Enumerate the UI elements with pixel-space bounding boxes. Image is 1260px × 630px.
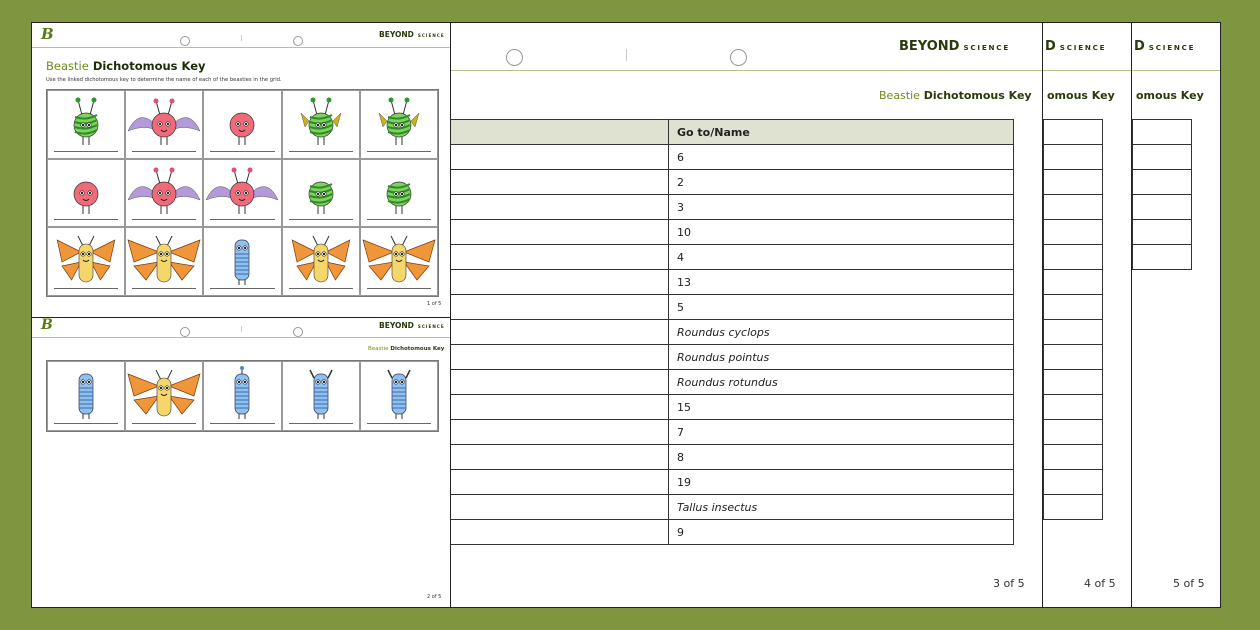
goto-cell <box>1044 370 1103 395</box>
step-cell <box>417 320 669 345</box>
key-row <box>420 345 1014 370</box>
key-row <box>420 420 1014 445</box>
step-cell <box>420 495 669 520</box>
goto-cell <box>1044 445 1103 470</box>
key-row <box>1133 245 1192 270</box>
green-round-beastie-icon <box>281 164 361 218</box>
pink-round-beastie-icon <box>202 95 282 149</box>
step-cell <box>420 245 669 270</box>
page-number: 1 of 5 <box>427 301 442 307</box>
goto-cell: Roundus pointus <box>669 345 1014 370</box>
blue-horned-beastie-icon <box>359 366 439 420</box>
key-row <box>420 445 1014 470</box>
goto-cell <box>1044 320 1103 345</box>
key-row <box>1044 245 1103 270</box>
key-row <box>420 220 1014 245</box>
step-cell <box>420 395 669 420</box>
key-row <box>1044 220 1103 245</box>
key-row <box>420 370 1014 395</box>
key-row <box>1133 145 1192 170</box>
goto-cell <box>1133 195 1192 220</box>
title-bold: Dichotomous Key <box>923 89 1032 102</box>
beastie-cell <box>125 159 203 228</box>
step-cell <box>420 195 669 220</box>
beastie-cell <box>282 90 360 159</box>
key-row <box>1044 470 1103 495</box>
name-answer-line[interactable] <box>289 288 353 289</box>
goto-cell <box>1044 495 1103 520</box>
goto-cell: 4 <box>669 245 1014 270</box>
key-row <box>1044 395 1103 420</box>
pink-winged-beastie-icon <box>202 164 282 218</box>
beastie-cell <box>125 361 203 431</box>
step-cell <box>420 370 669 395</box>
goto-cell: 7 <box>669 420 1014 445</box>
key-row <box>420 170 1014 195</box>
key-row <box>420 295 1014 320</box>
brand-sub: SCIENCE <box>1148 43 1196 52</box>
goto-cell: 15 <box>669 395 1014 420</box>
goto-cell: Roundus cyclops <box>669 320 1014 345</box>
brand-logo-text <box>379 30 445 39</box>
header-cell <box>1044 120 1103 145</box>
beastie-grid <box>46 89 439 297</box>
goto-cell <box>1044 470 1103 495</box>
title-light: Beastie <box>46 59 89 73</box>
brand-logo-text <box>899 39 1010 54</box>
key-row <box>1133 220 1192 245</box>
name-answer-line[interactable] <box>132 288 196 289</box>
header-cell <box>1133 120 1192 145</box>
beastie-cell <box>203 90 281 159</box>
step-cell <box>420 470 669 495</box>
worksheet-page-2 <box>31 317 451 608</box>
brand-name: BEYOND <box>379 30 414 39</box>
name-answer-line[interactable] <box>54 423 118 424</box>
beastie-cell <box>125 227 203 296</box>
name-answer-line[interactable] <box>367 423 431 424</box>
key-row <box>1044 420 1103 445</box>
key-table <box>1132 119 1192 270</box>
goto-cell: Tallus insectus <box>669 495 1014 520</box>
goto-cell: 9 <box>669 520 1014 545</box>
goto-cell: 3 <box>669 195 1014 220</box>
beastie-cell <box>360 90 438 159</box>
title-light: Beastie <box>879 89 920 102</box>
brand-fragment: D <box>1045 39 1056 54</box>
goto-cell <box>1044 195 1103 220</box>
key-row <box>1044 270 1103 295</box>
goto-cell <box>1044 270 1103 295</box>
goto-cell <box>1044 345 1103 370</box>
step-cell <box>420 220 669 245</box>
goto-cell: 10 <box>669 220 1014 245</box>
step-cell <box>420 145 669 170</box>
goto-cell: 2 <box>669 170 1014 195</box>
key-row <box>1044 345 1103 370</box>
key-row <box>1044 370 1103 395</box>
name-answer-line[interactable] <box>54 288 118 289</box>
goto-cell: 19 <box>669 470 1014 495</box>
beastie-cell <box>203 159 281 228</box>
title-bold: Dichotomous Key <box>390 346 445 352</box>
key-row <box>1133 120 1192 145</box>
instructions: Use the linked dichotomous key to determine the name of each of the beasties in the grid. <box>46 77 282 83</box>
name-answer-line[interactable] <box>289 423 353 424</box>
key-row <box>420 320 1014 345</box>
beastie-cell <box>47 361 125 431</box>
step-cell <box>420 520 669 545</box>
key-row <box>420 495 1014 520</box>
name-answer-line[interactable] <box>367 151 431 152</box>
beastie-cell <box>125 90 203 159</box>
name-answer-line[interactable] <box>210 151 274 152</box>
butterfly-slim-beastie-icon <box>281 232 361 286</box>
blue-antenna-beastie-icon <box>202 366 282 420</box>
worksheet-page-3 <box>417 22 1043 608</box>
beastie-cell <box>360 227 438 296</box>
key-row <box>420 195 1014 220</box>
brand-logo-text <box>1134 39 1195 54</box>
worksheet-page-1 <box>31 22 451 318</box>
goto-cell <box>1044 420 1103 445</box>
beastie-cell <box>47 159 125 228</box>
goto-cell <box>1133 245 1192 270</box>
page-title <box>368 346 444 352</box>
name-answer-line[interactable] <box>367 219 431 220</box>
goto-cell: 6 <box>669 145 1014 170</box>
key-row <box>1044 170 1103 195</box>
key-row <box>1044 195 1103 220</box>
beastie-cell <box>360 361 438 431</box>
page-title: omous Key <box>1136 89 1204 102</box>
name-answer-line[interactable] <box>132 219 196 220</box>
step-cell <box>420 270 669 295</box>
butterfly-wide-beastie-icon <box>124 366 204 420</box>
brand-logo-text <box>1045 39 1106 54</box>
name-answer-line[interactable] <box>54 219 118 220</box>
key-row <box>1133 195 1192 220</box>
page-title <box>46 59 206 73</box>
key-row <box>1044 295 1103 320</box>
blue-cylinder-beastie-icon <box>46 366 126 420</box>
brand-logo-text <box>379 321 445 330</box>
name-answer-line[interactable] <box>210 423 274 424</box>
name-answer-line[interactable] <box>132 151 196 152</box>
beastie-cell <box>47 227 125 296</box>
key-row <box>1044 495 1103 520</box>
worksheet-page-5 <box>1131 22 1221 608</box>
name-answer-line[interactable] <box>54 151 118 152</box>
key-row <box>420 470 1014 495</box>
beastie-grid <box>46 360 439 432</box>
step-cell <box>420 295 669 320</box>
page-title <box>879 89 1032 102</box>
name-answer-line[interactable] <box>367 288 431 289</box>
key-row <box>1044 445 1103 470</box>
step-cell <box>420 445 669 470</box>
brand-sub: SCIENCE <box>417 324 445 329</box>
step-cell <box>420 420 669 445</box>
key-row <box>1133 170 1192 195</box>
goto-cell <box>1044 145 1103 170</box>
beyond-logo-icon: B <box>41 25 54 43</box>
goto-cell: 13 <box>669 270 1014 295</box>
beastie-cell <box>203 227 281 296</box>
page-number: 4 of 5 <box>1084 577 1116 590</box>
goto-cell <box>1044 170 1103 195</box>
green-antennae-beastie-icon <box>46 95 126 149</box>
key-row <box>1044 320 1103 345</box>
brand-name: BEYOND <box>379 321 414 330</box>
worksheet-page-4 <box>1042 22 1132 608</box>
page-number: 3 of 5 <box>993 577 1025 590</box>
title-light: Beastie <box>368 346 389 352</box>
brand-sub: SCIENCE <box>1059 43 1107 52</box>
name-answer-line[interactable] <box>210 219 274 220</box>
goto-cell <box>1044 395 1103 420</box>
beastie-cell <box>47 90 125 159</box>
butterfly-wide-beastie-icon <box>124 232 204 286</box>
beyond-logo-icon: B <box>41 317 53 333</box>
step-col-header <box>420 120 669 145</box>
butterfly-slim-beastie-icon <box>46 232 126 286</box>
goto-col-header: Go to/Name <box>669 120 1014 145</box>
beastie-cell <box>360 159 438 228</box>
brand-fragment: D <box>1134 39 1145 54</box>
goto-cell <box>1133 220 1192 245</box>
goto-cell <box>1133 145 1192 170</box>
pink-winged-beastie-icon <box>124 95 204 149</box>
pink-winged-beastie-icon <box>124 164 204 218</box>
goto-cell <box>1044 295 1103 320</box>
blue-cylinder-beastie-icon <box>202 232 282 286</box>
goto-cell: Roundus rotundus <box>669 370 1014 395</box>
step-cell <box>420 345 669 370</box>
green-round-beastie-icon <box>359 164 439 218</box>
beastie-cell <box>282 159 360 228</box>
key-row <box>420 145 1014 170</box>
goto-cell <box>1133 170 1192 195</box>
key-row <box>420 395 1014 420</box>
butterfly-wide-beastie-icon <box>359 232 439 286</box>
beastie-cell <box>282 361 360 431</box>
name-answer-line[interactable] <box>210 288 274 289</box>
brand-sub: SCIENCE <box>963 43 1010 52</box>
beastie-cell <box>203 361 281 431</box>
step-cell <box>420 170 669 195</box>
key-row <box>1044 145 1103 170</box>
goto-cell: 5 <box>669 295 1014 320</box>
key-table <box>1043 119 1103 520</box>
goto-cell <box>1044 245 1103 270</box>
green-eared-beastie-icon <box>281 95 361 149</box>
title-bold: Dichotomous Key <box>92 59 206 73</box>
name-answer-line[interactable] <box>289 219 353 220</box>
page-number: 2 of 5 <box>427 594 442 600</box>
key-row <box>420 270 1014 295</box>
key-row <box>420 245 1014 270</box>
green-eared-beastie-icon <box>359 95 439 149</box>
name-answer-line[interactable] <box>132 423 196 424</box>
pink-round-beastie-icon <box>46 164 126 218</box>
goto-cell: 8 <box>669 445 1014 470</box>
beastie-cell <box>282 227 360 296</box>
name-answer-line[interactable] <box>289 151 353 152</box>
page-title: omous Key <box>1047 89 1115 102</box>
goto-cell <box>1044 220 1103 245</box>
brand-sub: SCIENCE <box>417 33 445 38</box>
brand-name: BEYOND <box>899 39 960 54</box>
key-row <box>420 520 1014 545</box>
blue-horned-beastie-icon <box>281 366 361 420</box>
key-row <box>1044 120 1103 145</box>
page-number: 5 of 5 <box>1173 577 1205 590</box>
